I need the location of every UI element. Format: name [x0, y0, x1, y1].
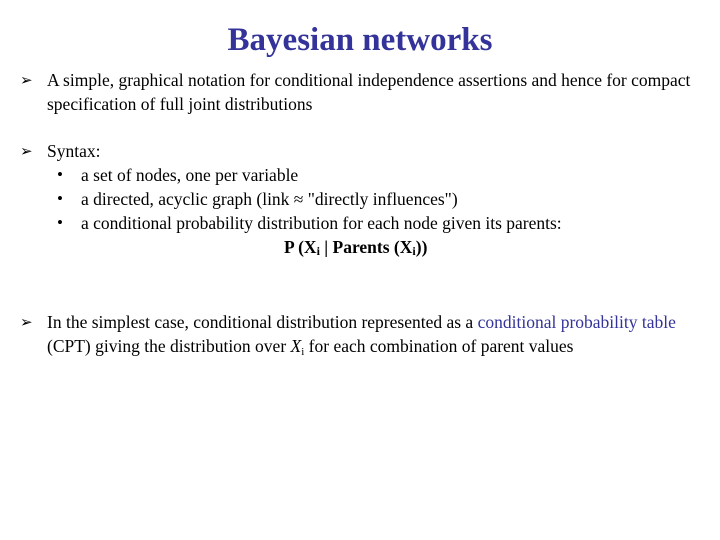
bullet-cpt — [20, 310, 700, 358]
formula-suffix: )) — [415, 237, 428, 257]
syntax-subitem-distribution — [20, 211, 700, 235]
arrow-bullet-icon: ➢ — [20, 142, 33, 160]
syntax-subitem-graph — [20, 187, 700, 211]
cpt-highlight-term: conditional probability table — [477, 312, 676, 332]
formula-subscript-2: i — [412, 244, 416, 258]
arrow-bullet-icon: ➢ — [20, 71, 33, 89]
subitem-text: a conditional probability distribution for each node given its parents: — [81, 213, 562, 233]
subitem-text: a directed, acyclic graph (link ≈ "directly influences") — [81, 189, 458, 209]
slide-title: Bayesian networks — [227, 22, 493, 58]
bullet-definition — [20, 68, 700, 116]
conditional-probability-formula — [20, 235, 700, 259]
cpt-text-part1: In the simplest case, conditional distribution represented as a — [47, 312, 478, 332]
formula-subscript-1: i — [316, 244, 320, 258]
formula-prefix: P (X — [284, 237, 317, 257]
subitem-text: a set of nodes, one per variable — [81, 165, 299, 185]
variable-xi — [291, 336, 305, 356]
bullet-definition-text: A simple, graphical notation for conditional independence assertions and hence for compact specification of full joint distributions — [47, 70, 691, 114]
dot-bullet-icon: • — [57, 165, 63, 184]
bullet-cpt-text — [47, 310, 700, 358]
bullet-syntax — [20, 139, 700, 259]
variable-subscript: i — [301, 346, 305, 358]
dot-bullet-icon: • — [57, 189, 63, 208]
variable-name: X — [290, 336, 302, 356]
cpt-text-part3: for each combination of parent values — [304, 336, 574, 356]
formula-middle: | Parents (X — [319, 237, 413, 257]
arrow-bullet-icon: ➢ — [20, 313, 33, 331]
cpt-text-part2: (CPT) giving the distribution over — [47, 336, 291, 356]
bullet-syntax-text: Syntax: — [47, 141, 101, 161]
syntax-subitem-nodes — [20, 163, 700, 187]
dot-bullet-icon: • — [57, 213, 63, 232]
